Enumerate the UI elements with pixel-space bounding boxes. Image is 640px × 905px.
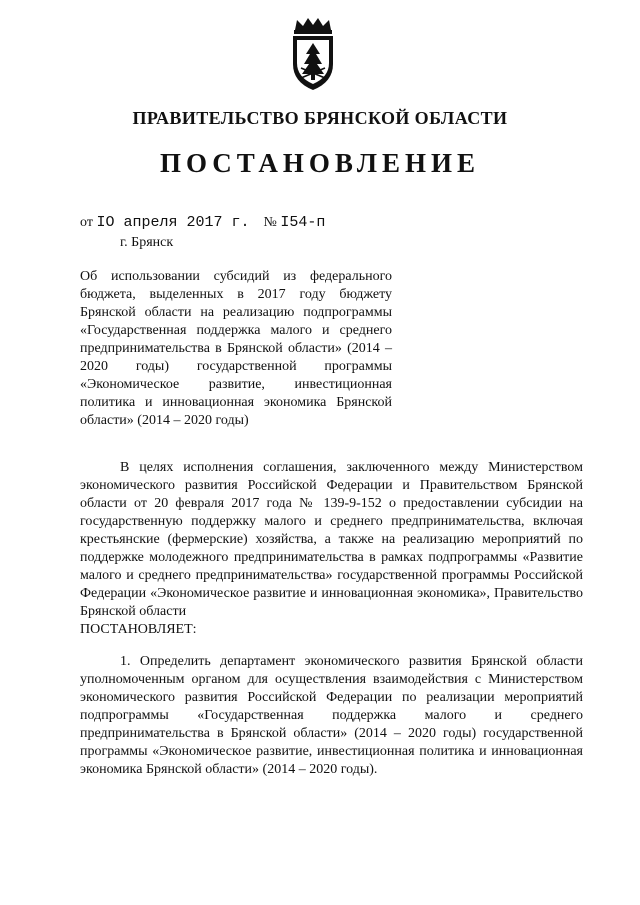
document-subject: Об использовании субсидий из федерального бюджета, выделенных в 2017 году бюджету Брянской области на реализацию подпрограммы «Государственная поддержка малого и среднего предпринимательства в Брянской области» (2014 – 2020 годы) государственной программы «Экономическое развитие, инвестиционная политика и инновационная экономика Брянской области» (2014 – 2020 годы)	[80, 269, 392, 428]
organization-title: ПРАВИТЕЛЬСТВО БРЯНСКОЙ ОБЛАСТИ	[132, 108, 508, 128]
clause-1-paragraph: 1. Определить департамент экономического развития Брянской области уполномоченным органом для осуществления взаимодействия с Министерством экономического развития Российской Федерации по реализации мероприятий подпрограммы «Государственная поддержка малого и среднего предпринимательства в Брянской области» (2014 – 2020 годы) государственной программы «Экономическое развитие, инвестиционная политика и инновационная экономика Брянской области» (2014 – 2020 годы).	[80, 654, 583, 777]
number-prefix: №	[263, 215, 277, 230]
document-type-title: ПОСТАНОВЛЕНИЕ	[159, 148, 481, 178]
preamble-paragraph	[80, 459, 583, 639]
document-date: IO апреля 2017 г.	[96, 214, 250, 231]
bryansk-coat-of-arms-icon	[287, 16, 339, 92]
document-date-number-line	[80, 214, 325, 231]
document-number: I54-п	[280, 214, 326, 231]
document-city: г. Брянск	[120, 235, 174, 250]
preamble-text: В целях исполнения соглашения, заключенного между Министерством экономического развития Российской Федерации и Правительством Брянской области от 20 февраля 2017 года № 139-9-152 о предоставлении субсидии на государственную поддержку малого и среднего предпринимательства, включая крестьянские (фермерские) хозяйства, а также на реализацию мероприятий по поддержке молодежного предпринимательства в рамках подпрограммы «Развитие малого и среднего предпринимательства» государственной программы Российской Федерации «Экономическое развитие и инновационная экономика», Правительство Брянской области	[80, 460, 583, 619]
decree-word: ПОСТАНОВЛЯЕТ:	[80, 622, 197, 637]
date-prefix: от	[80, 215, 93, 230]
